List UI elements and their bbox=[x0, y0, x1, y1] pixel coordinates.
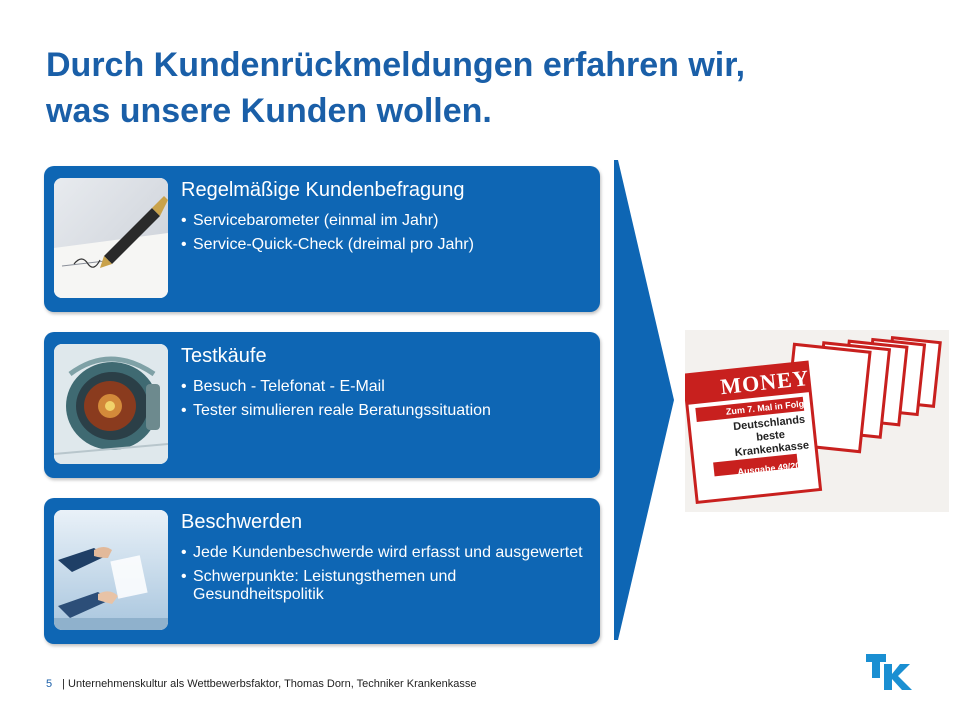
focus-money-award-image bbox=[685, 330, 949, 512]
footer-text: Unternehmenskultur als Wettbewerbsfaktor, Thomas Dorn, Techniker Krankenkasse bbox=[68, 678, 477, 690]
bullet-icon: • bbox=[181, 378, 187, 395]
slide-title-line-2: was unsere Kunden wollen. bbox=[46, 92, 492, 130]
slide-title-line-1: Durch Kundenrückmeldungen erfahren wir, bbox=[46, 46, 746, 84]
bullet-icon: • bbox=[181, 402, 187, 419]
list-item: • Besuch - Telefonat - E-Mail bbox=[181, 378, 385, 395]
panel-testkaeufe bbox=[44, 332, 600, 478]
slide-title bbox=[46, 42, 866, 134]
footer bbox=[46, 678, 476, 690]
list-item: • Tester simulieren reale Beratungssituation bbox=[181, 402, 491, 419]
list-item: • Servicebarometer (einmal im Jahr) bbox=[181, 212, 439, 229]
bullet-list bbox=[181, 212, 591, 260]
panel-heading: Beschwerden bbox=[181, 511, 303, 533]
panel-beschwerden bbox=[44, 498, 600, 644]
chevron-right-icon bbox=[614, 160, 674, 640]
list-item: • Jede Kundenbeschwerde wird erfasst und ausgewertet bbox=[181, 544, 583, 561]
fountain-pen-signing-image bbox=[54, 178, 168, 298]
bullet-icon: • bbox=[181, 544, 187, 561]
award-headline-2: Krankenkasse bbox=[734, 439, 810, 460]
bullet-list bbox=[181, 544, 591, 610]
bullet-list bbox=[181, 378, 591, 426]
jet-engine-image bbox=[54, 344, 168, 464]
bullet-icon: • bbox=[181, 212, 187, 229]
award-issue: Ausgabe 49/2012 bbox=[737, 459, 811, 477]
award-brand: MONEY bbox=[719, 364, 811, 400]
bullet-icon: • bbox=[181, 568, 187, 585]
list-item: • Service-Quick-Check (dreimal pro Jahr) bbox=[181, 236, 474, 253]
panel-heading: Regelmäßige Kundenbefragung bbox=[181, 179, 465, 201]
page-number: 5 bbox=[46, 678, 53, 690]
bullet-icon: • bbox=[181, 236, 187, 253]
award-headline-1: Deutschlands beste bbox=[732, 413, 806, 444]
tk-logo-icon bbox=[866, 654, 914, 690]
footer-separator: | bbox=[62, 678, 65, 690]
handshake-image bbox=[54, 510, 168, 630]
panel-heading: Testkäufe bbox=[181, 345, 267, 367]
award-banner: Zum 7. Mal in Folge bbox=[725, 398, 810, 417]
award-text bbox=[716, 365, 822, 479]
list-item: • Schwerpunkte: Leistungsthemen und Gesundheitspolitik bbox=[181, 568, 457, 603]
panel-kundenbefragung bbox=[44, 166, 600, 312]
